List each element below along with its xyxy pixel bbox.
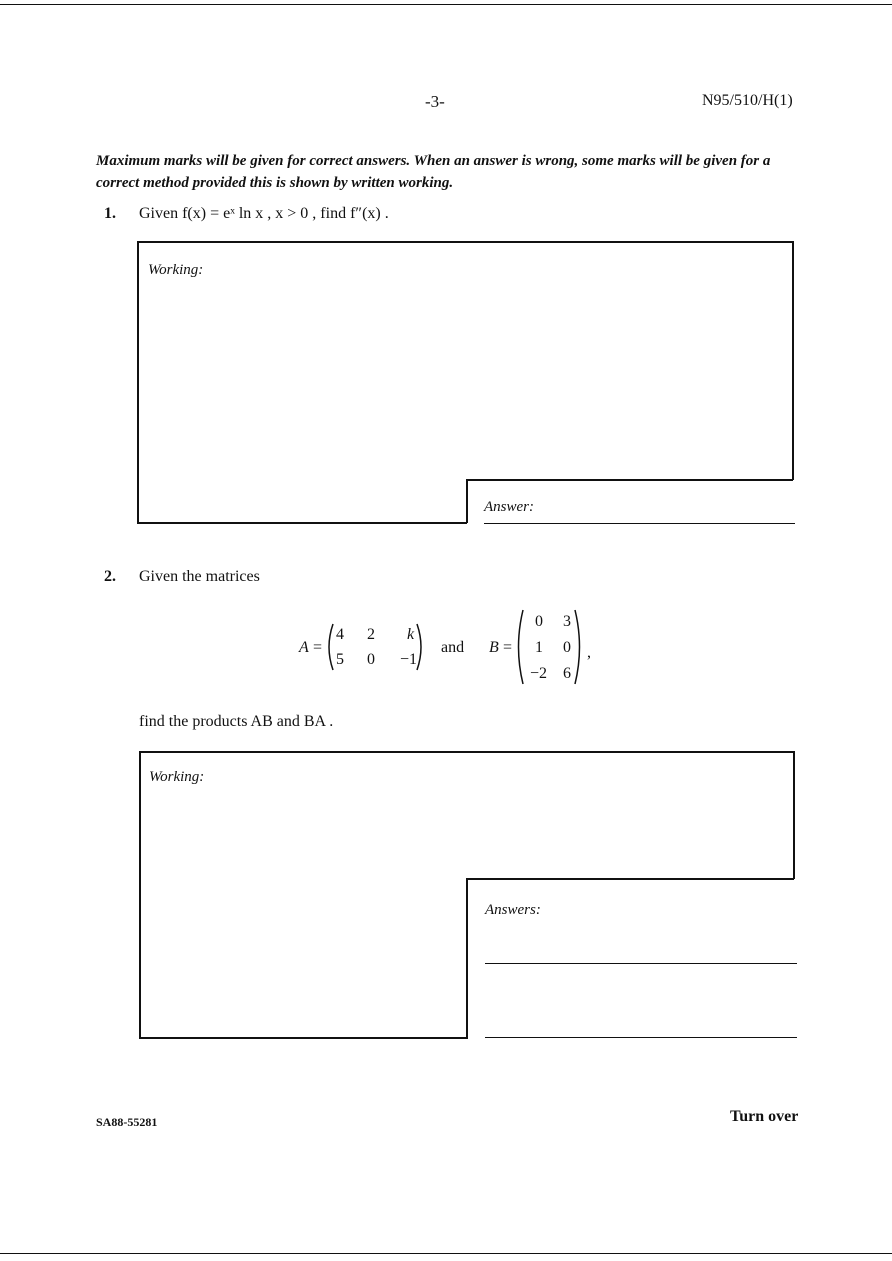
matrix-b-equals: = [503, 639, 513, 656]
question-2-answer-line-1[interactable] [485, 963, 797, 964]
matrix-a-cell: 2 [367, 626, 375, 643]
matrix-a-cell: 4 [336, 626, 344, 643]
question-2-working-label: Working: [149, 769, 205, 785]
matrix-a-cell: 5 [336, 651, 344, 668]
matrix-b-comma: , [587, 644, 591, 661]
matrix-b-cell: 6 [563, 665, 571, 682]
matrix-a-name: A [299, 639, 309, 656]
instructions: Maximum marks will be given for correct answers. When an answer is wrong, some marks will be given for a correct method provided this is shown by written working. [96, 153, 771, 191]
matrix-b-cell: 1 [535, 639, 543, 656]
page-number: -3- [425, 92, 445, 111]
question-2-number: 2. [104, 568, 116, 585]
top-rule [0, 4, 892, 5]
matrix-b-cell: −2 [530, 665, 548, 682]
question-1-working-label: Working: [148, 262, 204, 278]
matrix-a-equals: = [313, 639, 323, 656]
matrix-b-brackets [514, 608, 594, 686]
matrix-a-cell: 0 [367, 651, 375, 668]
question-1-answer-line[interactable] [484, 523, 795, 524]
bottom-rule [0, 1253, 892, 1254]
question-1-answer-label: Answer: [484, 499, 534, 515]
question-1-text: Given f(x) = eˣ ln x , x > 0 , find f″(x) . [139, 205, 389, 222]
matrix-a-cell: k [407, 626, 415, 643]
matrix-b-cell: 0 [563, 639, 571, 656]
matrix-b-cell: 3 [563, 613, 571, 630]
matrix-conjunction: and [441, 639, 465, 656]
matrix-b-cell: 0 [535, 613, 543, 630]
footer-code: SA88-55281 [96, 1115, 158, 1129]
question-2-followup: find the products AB and BA . [139, 713, 334, 730]
paper-code: N95/510/H(1) [702, 92, 793, 109]
question-2-intro: Given the matrices [139, 568, 260, 585]
matrix-a-cell: −1 [400, 651, 418, 668]
question-1-number: 1. [104, 205, 116, 222]
question-2-answers-label: Answers: [485, 902, 541, 918]
turn-over-label: Turn over [730, 1108, 799, 1125]
question-2-answer-line-2[interactable] [485, 1037, 797, 1038]
matrix-b-name: B [489, 639, 499, 656]
